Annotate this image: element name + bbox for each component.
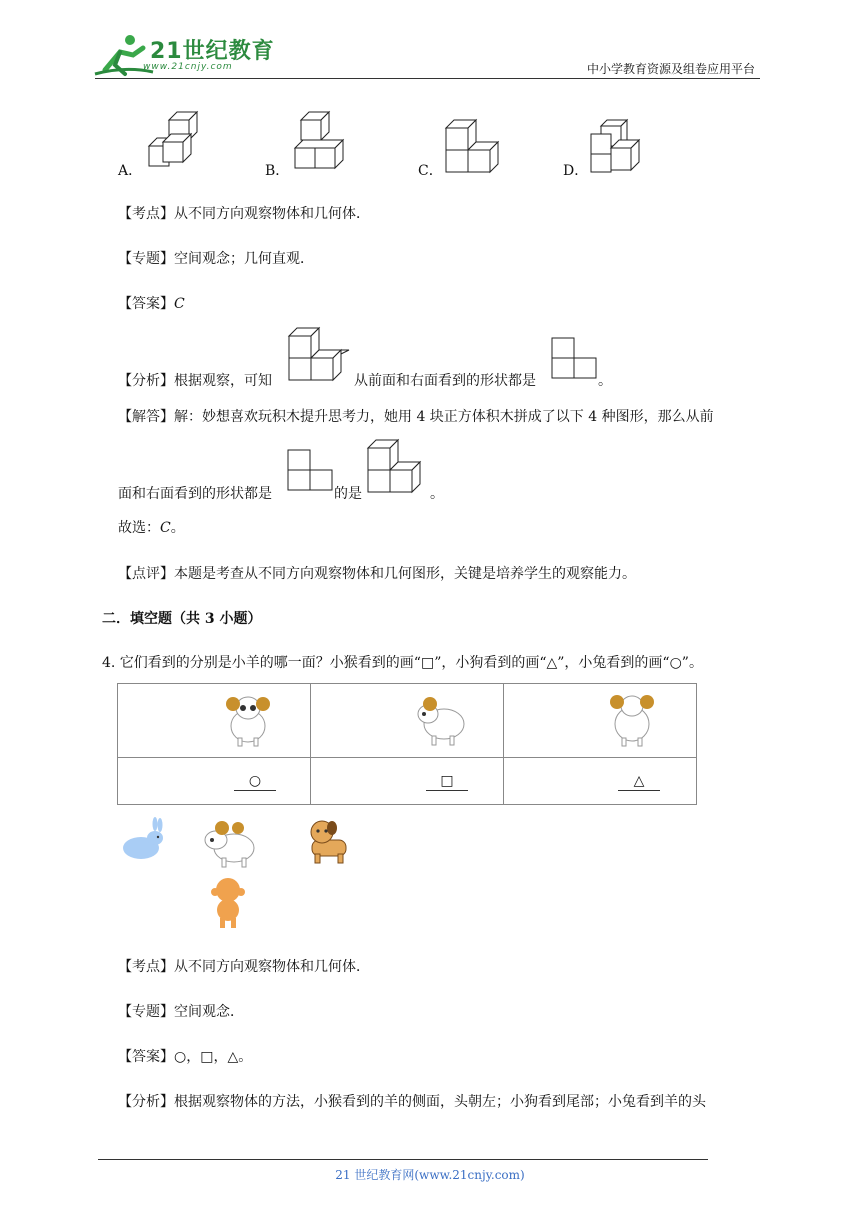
q3-jieda2-a: 面和右面看到的形状都是 (118, 486, 272, 502)
option-c-label: C． (418, 163, 443, 179)
cube-figure-c-small (287, 328, 353, 384)
runner-logo-icon (95, 30, 155, 80)
q4-zhuanti: 【专题】空间观念． (118, 1004, 244, 1020)
q3-jieda: 【解答】解：妙想喜欢玩积木提升思考力，她用 4 块正方体积木拼成了以下 4 种图形，那么从前 (118, 409, 714, 425)
section-title: 二．填空题（共 3 小题） (102, 611, 262, 627)
q3-fenxi-b: 从前面和右面看到的形状都是 (354, 373, 536, 389)
sheep-side-icon (412, 692, 468, 748)
answer-cell-2 (311, 758, 504, 805)
footer-divider (98, 1159, 708, 1160)
cube-figure-d (589, 118, 649, 174)
cell-side-view (311, 684, 504, 758)
sheep-front-icon (224, 690, 272, 748)
q3-jieda2-b: 的是 (334, 486, 362, 502)
q3-fenxi-a: 【分析】根据观察，可知 (118, 373, 272, 389)
q4-question: 4. 它们看到的分别是小羊的哪一面？小猴看到的画“□”，小狗看到的画“△”，小兔看到的画“○”。 (102, 655, 703, 671)
q4-fenxi: 【分析】根据观察物体的方法，小猴看到的羊的侧面，头朝左；小狗看到尾部；小兔看到羊的头 (118, 1094, 706, 1110)
answer-blank-1: ○ (234, 772, 276, 791)
q3-dianping: 【点评】本题是考查从不同方向观察物体和几何图形，关键是培养学生的观察能力。 (118, 566, 636, 582)
q3-answer-value: C (174, 296, 185, 312)
q3-guxuan-value: C (160, 520, 171, 536)
logo-url: www.21cnjy.com (143, 62, 233, 72)
logo-text: 21世纪教育 (150, 39, 275, 64)
answer-blank-3: △ (618, 772, 660, 791)
footer-text: 21 世纪教育网(www.21cnjy.com) (335, 1168, 525, 1182)
answer-cell-3 (504, 758, 697, 805)
q4-answer: 【答案】○，□，△。 (118, 1049, 253, 1065)
q3-answer-label: 【答案】 (118, 296, 174, 312)
monkey-icon (206, 876, 250, 930)
q4-kaodian: 【考点】从不同方向观察物体和几何体． (118, 959, 370, 975)
q3-guxuan (118, 517, 185, 537)
platform-name: 中小学教育资源及组卷应用平台 (586, 62, 755, 76)
cube-figure-a (147, 108, 207, 170)
l-shape-view-2 (286, 448, 334, 494)
q3-guxuan-end: 。 (170, 520, 185, 536)
sheep-back-icon (608, 690, 656, 748)
q3-fenxi-c: 。 (598, 373, 612, 389)
q3-answer (118, 293, 185, 313)
option-a-label: A． (118, 163, 143, 179)
q3-zhuanti: 【专题】空间观念；几何直观． (118, 251, 314, 267)
l-shape-view (550, 336, 598, 382)
cell-back-view (504, 684, 697, 758)
option-b-label: B． (265, 163, 290, 179)
rabbit-icon (119, 818, 169, 862)
answer-cell-1 (118, 758, 311, 805)
cube-figure-c (444, 118, 508, 174)
dog-icon (302, 818, 352, 866)
cube-figure-c-small-2 (366, 440, 432, 496)
cell-front-view (118, 684, 311, 758)
q3-guxuan-label: 故选： (118, 520, 160, 536)
header-divider (95, 78, 760, 79)
answer-blank-2: □ (426, 772, 468, 791)
option-d-label: D． (563, 163, 589, 179)
q3-kaodian: 【考点】从不同方向观察物体和几何体． (118, 206, 370, 222)
sheep-icon (200, 818, 260, 868)
q3-jieda2-c: 。 (430, 486, 444, 502)
cube-figure-b (293, 110, 353, 172)
